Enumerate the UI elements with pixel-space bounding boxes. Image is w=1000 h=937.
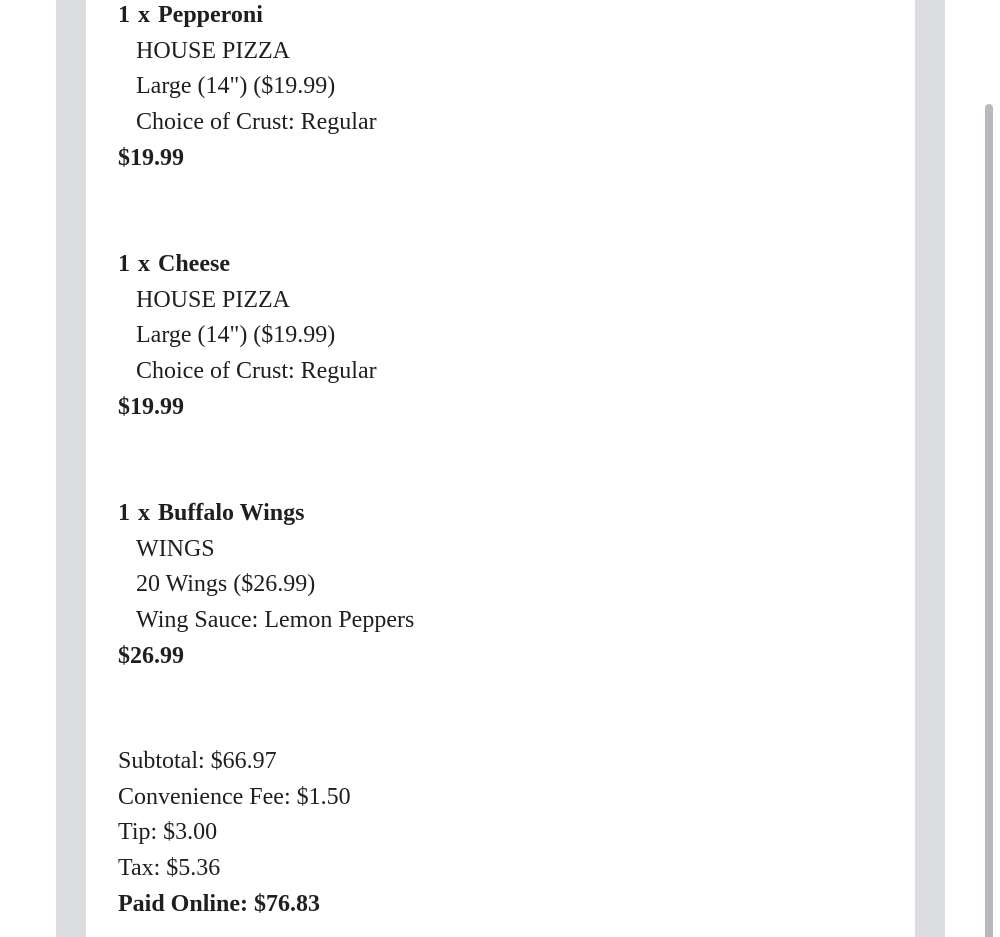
item-size: 20 Wings ($26.99) (136, 571, 316, 598)
item-quantity: 1 (118, 2, 130, 28)
item-category: HOUSE PIZZA (136, 286, 290, 313)
item-name: Pepperoni (158, 2, 263, 28)
subtotal: Subtotal: $66.97 (118, 748, 277, 774)
order-item-cheese (118, 247, 377, 425)
item-name: Cheese (158, 251, 230, 277)
quantity-separator: x (138, 251, 150, 277)
item-category: WINGS (136, 535, 215, 562)
item-heading (118, 0, 377, 34)
left-gutter (56, 0, 86, 937)
item-option: Wing Sauce: Lemon Peppers (136, 607, 415, 634)
item-quantity: 1 (118, 500, 130, 526)
item-size: Large (14") ($19.99) (136, 322, 336, 349)
vertical-scrollbar-thumb[interactable] (985, 104, 993, 937)
order-totals (118, 744, 351, 922)
order-item-pepperoni (118, 0, 377, 176)
order-item-buffalo-wings (118, 496, 414, 674)
item-size: Large (14") ($19.99) (136, 73, 336, 100)
item-quantity: 1 (118, 251, 130, 277)
tip: Tip: $3.00 (118, 819, 218, 846)
item-price: $19.99 (118, 393, 184, 420)
item-name: Buffalo Wings (158, 500, 305, 526)
item-option: Choice of Crust: Regular (136, 358, 377, 385)
quantity-separator: x (138, 500, 150, 526)
item-option: Choice of Crust: Regular (136, 109, 377, 136)
order-receipt (86, 0, 915, 937)
item-category: HOUSE PIZZA (136, 37, 290, 64)
convenience-fee: Convenience Fee: $1.50 (118, 783, 351, 810)
item-price: $26.99 (118, 642, 184, 669)
paid-online-total: Paid Online: $76.83 (118, 890, 321, 917)
right-gutter (915, 0, 945, 937)
tax: Tax: $5.36 (118, 855, 221, 882)
item-price: $19.99 (118, 144, 184, 171)
quantity-separator: x (138, 2, 150, 28)
item-heading (118, 496, 414, 532)
item-heading (118, 247, 377, 283)
